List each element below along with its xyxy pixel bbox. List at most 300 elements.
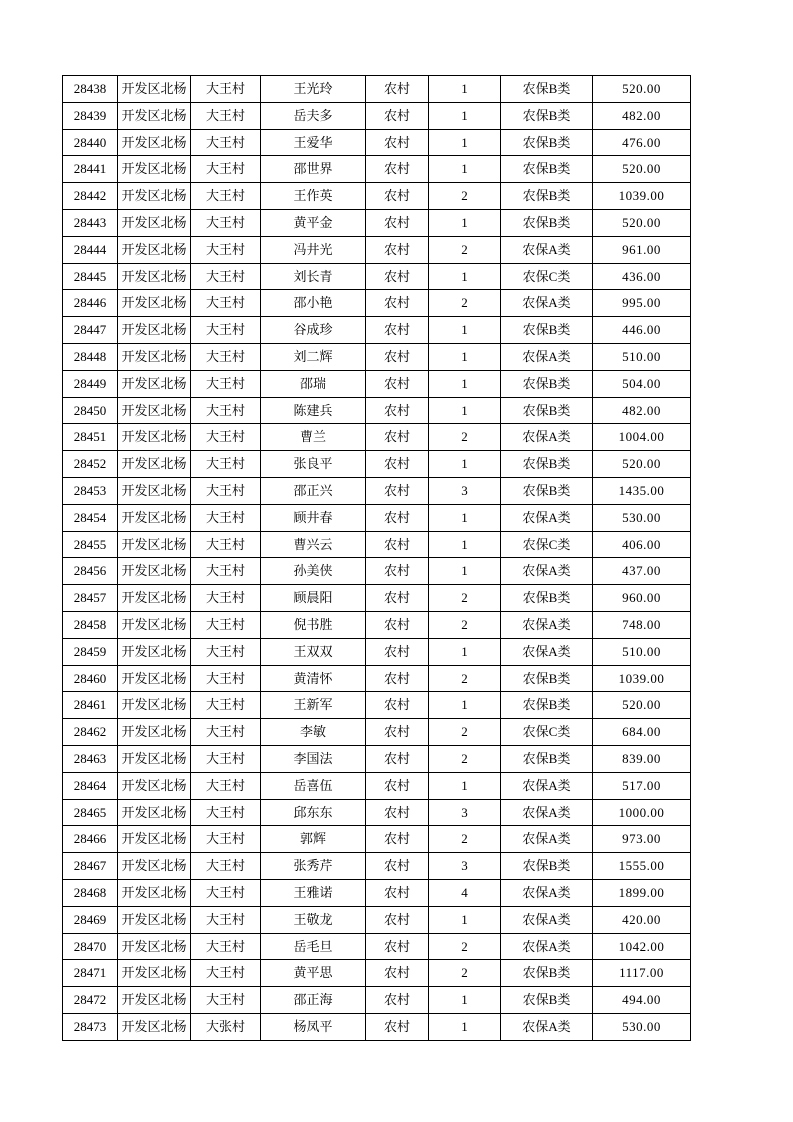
table-cell-person-count: 1 — [429, 343, 501, 370]
table-cell-district: 开发区北杨 — [118, 156, 191, 183]
table-cell-residence-type: 农村 — [366, 290, 429, 317]
table-cell-village: 大王村 — [191, 826, 261, 853]
table-cell-serial-number: 28441 — [63, 156, 118, 183]
table-cell-district: 开发区北杨 — [118, 183, 191, 210]
table-cell-person-count: 1 — [429, 129, 501, 156]
table-cell-serial-number: 28458 — [63, 611, 118, 638]
table-cell-person-name: 邵正海 — [261, 987, 366, 1014]
table-row — [63, 76, 691, 103]
table-cell-person-name: 曹兴云 — [261, 531, 366, 558]
table-cell-amount: 476.00 — [593, 129, 691, 156]
table-cell-amount: 961.00 — [593, 236, 691, 263]
table-cell-person-count: 1 — [429, 692, 501, 719]
table-cell-amount: 510.00 — [593, 343, 691, 370]
table-cell-village: 大王村 — [191, 692, 261, 719]
table-cell-person-count: 2 — [429, 290, 501, 317]
table-cell-person-name: 黄清怀 — [261, 665, 366, 692]
table-cell-residence-type: 农村 — [366, 531, 429, 558]
table-cell-district: 开发区北杨 — [118, 585, 191, 612]
table-cell-serial-number: 28461 — [63, 692, 118, 719]
table-cell-person-name: 陈建兵 — [261, 397, 366, 424]
table-row — [63, 987, 691, 1014]
table-cell-district: 开发区北杨 — [118, 531, 191, 558]
table-cell-person-count: 2 — [429, 745, 501, 772]
table-cell-insurance-category: 农保B类 — [501, 129, 593, 156]
table-cell-person-count: 1 — [429, 102, 501, 129]
table-cell-insurance-category: 农保A类 — [501, 879, 593, 906]
table-cell-person-count: 1 — [429, 263, 501, 290]
table-cell-district: 开发区北杨 — [118, 236, 191, 263]
table-cell-person-count: 2 — [429, 611, 501, 638]
table-cell-person-name: 郭辉 — [261, 826, 366, 853]
table-cell-person-name: 李国法 — [261, 745, 366, 772]
table-cell-insurance-category: 农保B类 — [501, 960, 593, 987]
table-cell-residence-type: 农村 — [366, 853, 429, 880]
table-cell-village: 大王村 — [191, 397, 261, 424]
table-cell-amount: 520.00 — [593, 209, 691, 236]
table-row — [63, 424, 691, 451]
table-cell-district: 开发区北杨 — [118, 638, 191, 665]
table-cell-amount: 530.00 — [593, 504, 691, 531]
table-cell-district: 开发区北杨 — [118, 692, 191, 719]
table-cell-amount: 504.00 — [593, 370, 691, 397]
table-cell-insurance-category: 农保A类 — [501, 558, 593, 585]
table-cell-village: 大王村 — [191, 317, 261, 344]
table-cell-residence-type: 农村 — [366, 76, 429, 103]
table-cell-residence-type: 农村 — [366, 263, 429, 290]
table-cell-person-name: 李敏 — [261, 719, 366, 746]
table-cell-serial-number: 28467 — [63, 853, 118, 880]
table-cell-insurance-category: 农保B类 — [501, 987, 593, 1014]
table-cell-village: 大王村 — [191, 424, 261, 451]
table-cell-serial-number: 28454 — [63, 504, 118, 531]
table-cell-village: 大王村 — [191, 343, 261, 370]
table-cell-person-count: 1 — [429, 76, 501, 103]
table-row — [63, 236, 691, 263]
table-cell-amount: 748.00 — [593, 611, 691, 638]
table-cell-village: 大王村 — [191, 960, 261, 987]
table-row — [63, 129, 691, 156]
table-cell-residence-type: 农村 — [366, 906, 429, 933]
table-cell-amount: 960.00 — [593, 585, 691, 612]
table-row — [63, 558, 691, 585]
table-cell-village: 大王村 — [191, 745, 261, 772]
table-row — [63, 692, 691, 719]
table-cell-serial-number: 28469 — [63, 906, 118, 933]
table-row — [63, 638, 691, 665]
table-cell-village: 大王村 — [191, 987, 261, 1014]
table-cell-amount: 494.00 — [593, 987, 691, 1014]
table-cell-person-name: 张良平 — [261, 451, 366, 478]
table-cell-village: 大王村 — [191, 290, 261, 317]
table-cell-district: 开发区北杨 — [118, 424, 191, 451]
table-cell-insurance-category: 农保B类 — [501, 183, 593, 210]
table-cell-serial-number: 28468 — [63, 879, 118, 906]
table-cell-village: 大王村 — [191, 665, 261, 692]
table-cell-person-name: 邵正兴 — [261, 477, 366, 504]
table-cell-village: 大王村 — [191, 772, 261, 799]
table-cell-person-count: 2 — [429, 960, 501, 987]
table-cell-insurance-category: 农保B类 — [501, 317, 593, 344]
table-row — [63, 772, 691, 799]
table-cell-serial-number: 28460 — [63, 665, 118, 692]
table-cell-residence-type: 农村 — [366, 156, 429, 183]
table-cell-person-name: 谷成珍 — [261, 317, 366, 344]
table-cell-insurance-category: 农保B类 — [501, 745, 593, 772]
table-cell-person-count: 1 — [429, 531, 501, 558]
benefits-table — [62, 75, 691, 1041]
table-cell-insurance-category: 农保A类 — [501, 638, 593, 665]
table-cell-serial-number: 28462 — [63, 719, 118, 746]
table-cell-person-name: 岳夫多 — [261, 102, 366, 129]
table-cell-district: 开发区北杨 — [118, 76, 191, 103]
table-row — [63, 745, 691, 772]
table-cell-person-count: 2 — [429, 719, 501, 746]
table-cell-insurance-category: 农保A类 — [501, 424, 593, 451]
table-cell-amount: 437.00 — [593, 558, 691, 585]
table-cell-serial-number: 28450 — [63, 397, 118, 424]
table-row — [63, 102, 691, 129]
table-cell-district: 开发区北杨 — [118, 879, 191, 906]
table-cell-village: 大王村 — [191, 558, 261, 585]
table-cell-person-count: 1 — [429, 772, 501, 799]
table-cell-person-name: 王雅诺 — [261, 879, 366, 906]
table-cell-insurance-category: 农保A类 — [501, 772, 593, 799]
table-cell-district: 开发区北杨 — [118, 263, 191, 290]
table-cell-district: 开发区北杨 — [118, 397, 191, 424]
table-cell-village: 大王村 — [191, 209, 261, 236]
table-cell-serial-number: 28445 — [63, 263, 118, 290]
table-cell-person-count: 3 — [429, 477, 501, 504]
table-cell-insurance-category: 农保A类 — [501, 799, 593, 826]
table-cell-person-count: 1 — [429, 451, 501, 478]
table-cell-person-count: 1 — [429, 906, 501, 933]
table-cell-serial-number: 28448 — [63, 343, 118, 370]
table-cell-insurance-category: 农保B类 — [501, 477, 593, 504]
table-cell-serial-number: 28455 — [63, 531, 118, 558]
table-body — [63, 76, 691, 1041]
table-cell-person-count: 2 — [429, 585, 501, 612]
table-cell-serial-number: 28464 — [63, 772, 118, 799]
table-row — [63, 906, 691, 933]
table-cell-person-count: 1 — [429, 1013, 501, 1040]
table-cell-village: 大王村 — [191, 370, 261, 397]
table-cell-serial-number: 28471 — [63, 960, 118, 987]
table-cell-person-count: 1 — [429, 504, 501, 531]
table-row — [63, 799, 691, 826]
table-cell-residence-type: 农村 — [366, 183, 429, 210]
table-cell-person-count: 3 — [429, 799, 501, 826]
table-cell-serial-number: 28444 — [63, 236, 118, 263]
table-cell-person-name: 刘二辉 — [261, 343, 366, 370]
table-row — [63, 853, 691, 880]
table-cell-person-name: 顾晨阳 — [261, 585, 366, 612]
table-cell-village: 大王村 — [191, 719, 261, 746]
table-cell-serial-number: 28451 — [63, 424, 118, 451]
table-cell-insurance-category: 农保B类 — [501, 397, 593, 424]
table-cell-insurance-category: 农保B类 — [501, 451, 593, 478]
table-cell-insurance-category: 农保C类 — [501, 719, 593, 746]
table-cell-district: 开发区北杨 — [118, 719, 191, 746]
table-row — [63, 183, 691, 210]
table-cell-person-count: 1 — [429, 156, 501, 183]
table-cell-district: 开发区北杨 — [118, 826, 191, 853]
table-cell-residence-type: 农村 — [366, 611, 429, 638]
table-cell-district: 开发区北杨 — [118, 504, 191, 531]
table-cell-district: 开发区北杨 — [118, 960, 191, 987]
table-cell-village: 大王村 — [191, 451, 261, 478]
table-cell-serial-number: 28452 — [63, 451, 118, 478]
table-cell-residence-type: 农村 — [366, 397, 429, 424]
table-cell-district: 开发区北杨 — [118, 209, 191, 236]
table-cell-district: 开发区北杨 — [118, 451, 191, 478]
table-cell-residence-type: 农村 — [366, 987, 429, 1014]
table-cell-village: 大王村 — [191, 906, 261, 933]
table-cell-serial-number: 28466 — [63, 826, 118, 853]
table-cell-residence-type: 农村 — [366, 638, 429, 665]
table-cell-district: 开发区北杨 — [118, 477, 191, 504]
table-cell-district: 开发区北杨 — [118, 906, 191, 933]
table-cell-amount: 1039.00 — [593, 183, 691, 210]
table-cell-district: 开发区北杨 — [118, 558, 191, 585]
table-row — [63, 370, 691, 397]
table-cell-serial-number: 28440 — [63, 129, 118, 156]
table-cell-person-name: 倪书胜 — [261, 611, 366, 638]
table-cell-district: 开发区北杨 — [118, 987, 191, 1014]
table-cell-person-name: 王爱华 — [261, 129, 366, 156]
table-cell-insurance-category: 农保B类 — [501, 585, 593, 612]
table-cell-amount: 1117.00 — [593, 960, 691, 987]
table-cell-person-count: 3 — [429, 853, 501, 880]
table-cell-serial-number: 28473 — [63, 1013, 118, 1040]
table-row — [63, 665, 691, 692]
table-cell-amount: 520.00 — [593, 76, 691, 103]
table-cell-person-name: 王双双 — [261, 638, 366, 665]
table-cell-person-name: 王敬龙 — [261, 906, 366, 933]
table-cell-amount: 1042.00 — [593, 933, 691, 960]
table-cell-person-count: 1 — [429, 370, 501, 397]
table-row — [63, 209, 691, 236]
table-cell-village: 大王村 — [191, 129, 261, 156]
table-cell-serial-number: 28439 — [63, 102, 118, 129]
table-cell-serial-number: 28456 — [63, 558, 118, 585]
table-cell-district: 开发区北杨 — [118, 665, 191, 692]
table-cell-amount: 973.00 — [593, 826, 691, 853]
table-cell-serial-number: 28449 — [63, 370, 118, 397]
table-cell-district: 开发区北杨 — [118, 853, 191, 880]
table-cell-district: 开发区北杨 — [118, 772, 191, 799]
table-cell-amount: 482.00 — [593, 397, 691, 424]
table-cell-person-name: 杨凤平 — [261, 1013, 366, 1040]
table-cell-district: 开发区北杨 — [118, 370, 191, 397]
table-cell-insurance-category: 农保C类 — [501, 531, 593, 558]
table-cell-insurance-category: 农保A类 — [501, 343, 593, 370]
table-cell-person-count: 4 — [429, 879, 501, 906]
table-row — [63, 397, 691, 424]
table-cell-village: 大王村 — [191, 799, 261, 826]
table-cell-person-count: 1 — [429, 558, 501, 585]
table-cell-amount: 684.00 — [593, 719, 691, 746]
table-row — [63, 504, 691, 531]
table-row — [63, 826, 691, 853]
table-cell-serial-number: 28446 — [63, 290, 118, 317]
table-cell-amount: 517.00 — [593, 772, 691, 799]
table-cell-village: 大王村 — [191, 263, 261, 290]
table-cell-insurance-category: 农保C类 — [501, 263, 593, 290]
table-cell-person-name: 刘长青 — [261, 263, 366, 290]
table-cell-village: 大王村 — [191, 853, 261, 880]
table-cell-village: 大王村 — [191, 879, 261, 906]
table-cell-amount: 1555.00 — [593, 853, 691, 880]
table-cell-district: 开发区北杨 — [118, 745, 191, 772]
table-cell-insurance-category: 农保B类 — [501, 692, 593, 719]
table-cell-serial-number: 28442 — [63, 183, 118, 210]
table-cell-person-name: 邱东东 — [261, 799, 366, 826]
table-cell-insurance-category: 农保A类 — [501, 611, 593, 638]
table-cell-village: 大王村 — [191, 477, 261, 504]
table-cell-serial-number: 28463 — [63, 745, 118, 772]
table-cell-village: 大王村 — [191, 76, 261, 103]
table-cell-amount: 510.00 — [593, 638, 691, 665]
table-cell-district: 开发区北杨 — [118, 102, 191, 129]
table-cell-residence-type: 农村 — [366, 692, 429, 719]
table-cell-insurance-category: 农保B类 — [501, 853, 593, 880]
table-cell-district: 开发区北杨 — [118, 933, 191, 960]
table-row — [63, 933, 691, 960]
table-cell-serial-number: 28443 — [63, 209, 118, 236]
table-cell-person-name: 张秀芹 — [261, 853, 366, 880]
table-cell-person-count: 2 — [429, 424, 501, 451]
table-cell-residence-type: 农村 — [366, 745, 429, 772]
table-row — [63, 451, 691, 478]
table-cell-person-name: 顾井春 — [261, 504, 366, 531]
table-cell-person-count: 2 — [429, 236, 501, 263]
table-cell-amount: 1039.00 — [593, 665, 691, 692]
table-cell-insurance-category: 农保B类 — [501, 665, 593, 692]
table-cell-person-count: 2 — [429, 933, 501, 960]
table-cell-insurance-category: 农保A类 — [501, 906, 593, 933]
table-cell-village: 大王村 — [191, 156, 261, 183]
table-cell-residence-type: 农村 — [366, 933, 429, 960]
table-cell-village: 大王村 — [191, 504, 261, 531]
table-row — [63, 477, 691, 504]
table-cell-insurance-category: 农保B类 — [501, 370, 593, 397]
table-row — [63, 156, 691, 183]
table-cell-residence-type: 农村 — [366, 826, 429, 853]
table-row — [63, 611, 691, 638]
table-cell-residence-type: 农村 — [366, 772, 429, 799]
table-cell-village: 大张村 — [191, 1013, 261, 1040]
table-cell-residence-type: 农村 — [366, 585, 429, 612]
table-cell-person-name: 黄平金 — [261, 209, 366, 236]
table-row — [63, 585, 691, 612]
table-cell-amount: 420.00 — [593, 906, 691, 933]
table-cell-person-name: 邵瑞 — [261, 370, 366, 397]
table-cell-serial-number: 28470 — [63, 933, 118, 960]
table-cell-district: 开发区北杨 — [118, 129, 191, 156]
table-cell-serial-number: 28453 — [63, 477, 118, 504]
table-cell-person-count: 2 — [429, 183, 501, 210]
table-cell-insurance-category: 农保B类 — [501, 209, 593, 236]
table-cell-person-name: 岳喜伍 — [261, 772, 366, 799]
table-row — [63, 263, 691, 290]
table-cell-insurance-category: 农保A类 — [501, 236, 593, 263]
table-cell-insurance-category: 农保B类 — [501, 156, 593, 183]
table-cell-person-name: 邵小艳 — [261, 290, 366, 317]
table-cell-insurance-category: 农保A类 — [501, 290, 593, 317]
table-cell-amount: 995.00 — [593, 290, 691, 317]
table-cell-amount: 1435.00 — [593, 477, 691, 504]
table-cell-village: 大王村 — [191, 236, 261, 263]
table-cell-village: 大王村 — [191, 611, 261, 638]
table-cell-insurance-category: 农保B类 — [501, 102, 593, 129]
table-row — [63, 1013, 691, 1040]
table-cell-residence-type: 农村 — [366, 665, 429, 692]
table-cell-residence-type: 农村 — [366, 343, 429, 370]
table-cell-district: 开发区北杨 — [118, 799, 191, 826]
table-cell-residence-type: 农村 — [366, 960, 429, 987]
table-cell-amount: 520.00 — [593, 692, 691, 719]
table-cell-person-count: 1 — [429, 638, 501, 665]
table-cell-residence-type: 农村 — [366, 719, 429, 746]
table-row — [63, 317, 691, 344]
table-cell-serial-number: 28447 — [63, 317, 118, 344]
table-cell-amount: 1004.00 — [593, 424, 691, 451]
table-row — [63, 879, 691, 906]
table-cell-serial-number: 28438 — [63, 76, 118, 103]
table-cell-residence-type: 农村 — [366, 451, 429, 478]
table-row — [63, 343, 691, 370]
table-cell-residence-type: 农村 — [366, 236, 429, 263]
table-cell-person-count: 1 — [429, 397, 501, 424]
table-cell-person-name: 王光玲 — [261, 76, 366, 103]
table-cell-district: 开发区北杨 — [118, 343, 191, 370]
table-cell-insurance-category: 农保A类 — [501, 933, 593, 960]
table-cell-residence-type: 农村 — [366, 558, 429, 585]
table-cell-village: 大王村 — [191, 585, 261, 612]
table-cell-person-count: 2 — [429, 826, 501, 853]
table-row — [63, 960, 691, 987]
table-cell-residence-type: 农村 — [366, 102, 429, 129]
table-cell-amount: 520.00 — [593, 451, 691, 478]
table-cell-residence-type: 农村 — [366, 504, 429, 531]
table-cell-residence-type: 农村 — [366, 209, 429, 236]
table-cell-person-count: 1 — [429, 317, 501, 344]
table-cell-district: 开发区北杨 — [118, 290, 191, 317]
table-cell-residence-type: 农村 — [366, 129, 429, 156]
table-cell-person-name: 王作英 — [261, 183, 366, 210]
table-cell-residence-type: 农村 — [366, 879, 429, 906]
table-cell-residence-type: 农村 — [366, 370, 429, 397]
table-cell-village: 大王村 — [191, 531, 261, 558]
table-row — [63, 719, 691, 746]
table-cell-village: 大王村 — [191, 933, 261, 960]
table-cell-insurance-category: 农保A类 — [501, 504, 593, 531]
table-cell-district: 开发区北杨 — [118, 317, 191, 344]
table-cell-person-name: 王新军 — [261, 692, 366, 719]
table-row — [63, 290, 691, 317]
table-cell-amount: 520.00 — [593, 156, 691, 183]
table-cell-amount: 1899.00 — [593, 879, 691, 906]
table-cell-amount: 436.00 — [593, 263, 691, 290]
table-cell-person-name: 冯井光 — [261, 236, 366, 263]
table-cell-serial-number: 28472 — [63, 987, 118, 1014]
table-cell-amount: 482.00 — [593, 102, 691, 129]
table-cell-residence-type: 农村 — [366, 799, 429, 826]
table-cell-serial-number: 28459 — [63, 638, 118, 665]
table-cell-amount: 530.00 — [593, 1013, 691, 1040]
table-cell-person-name: 曹兰 — [261, 424, 366, 451]
